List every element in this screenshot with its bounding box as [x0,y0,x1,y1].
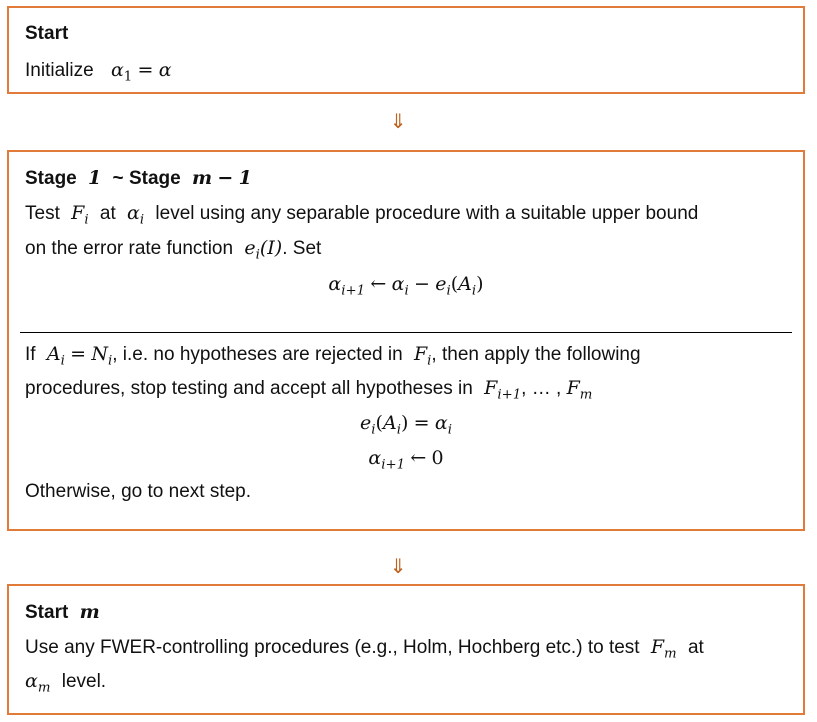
subscript-i: i [471,283,477,299]
symbol-e: e [244,237,256,259]
text-error-rate: on the error rate function [25,238,234,259]
subscript-i: i [396,422,401,438]
symbol-A: A [46,343,61,365]
otherwise-line: Otherwise, go to next step. [25,481,252,502]
subscript-m: m [37,680,51,696]
symbol-e: e [360,412,372,434]
equals-sign: = [413,412,430,434]
symbol-F: F [650,636,665,658]
text-level-procedure: level using any separable procedure with a suitable upper bound [155,203,699,224]
start-word: Start [25,602,69,623]
text-at: at [99,203,116,224]
subscript-i: i [371,422,376,438]
text-fwer-procedures: Use any FWER-controlling procedures (e.g., Holm, Hochberg etc.) to test [25,637,640,658]
left-arrow-symbol: ← [370,273,387,295]
fwer-line [25,635,704,660]
stage-word: Stage [25,168,77,189]
paren-close: ) [400,412,409,434]
subscript-i: i [107,353,113,369]
stage-m: m [191,167,213,189]
section-divider [20,332,792,333]
equals-sign: = [70,343,87,365]
subscript-m: m [579,387,593,403]
initialize-text: Initialize [25,60,94,81]
subscript-i: i [60,353,65,369]
subscript-i-plus-1: i+1 [341,283,366,299]
symbol-A: A [458,273,472,295]
final-stage-box [7,584,805,715]
stage-box [7,150,805,531]
final-stage-title [25,600,100,625]
text-procedures: procedures, stop testing and accept all hypotheses in [25,378,473,399]
subscript-i: i [427,353,432,369]
start-box [7,6,805,94]
if-line [25,342,641,367]
text-ellipsis: , … , [521,378,562,399]
paren-close: ) [476,273,484,295]
symbol-F: F [484,377,498,399]
stage-number: 1 [238,167,252,189]
symbol-N: N [91,343,108,365]
stage-word: Stage [128,168,181,189]
start-title: Start [25,23,69,44]
procedures-line [25,376,592,401]
down-arrow-icon: ⇓ [389,554,407,578]
tilde-sign: ~ [112,168,124,189]
text-if: If [25,344,36,365]
alpha-symbol: α [368,447,382,469]
subscript-i: i [446,283,451,299]
subscript-i-plus-1: i+1 [381,457,406,473]
subscript-m: m [664,646,677,662]
paren-open: ( [375,412,383,434]
initialize-line [25,58,172,83]
symbol-e: e [435,273,447,295]
subscript-one: 1 [123,69,133,85]
text-level: level. [61,671,107,692]
alpha-symbol: α [110,59,124,81]
symbol-I-expr: (I) [259,237,283,259]
alpha-symbol: α [158,59,172,81]
text-at: at [687,637,704,658]
subscript-i: i [84,212,89,228]
alpha-symbol: α [25,670,38,692]
zero-value: 0 [431,447,444,469]
stage-number: 1 [88,167,102,189]
paren-open: ( [450,273,459,295]
level-line [25,669,106,694]
symbol-F: F [71,202,85,224]
subscript-i: i [255,247,260,263]
formula-alpha-zero [9,446,803,471]
alpha-symbol: α [328,273,342,295]
test-line [25,201,698,226]
text-set: . Set [282,238,322,259]
left-arrow-symbol: ← [410,447,427,469]
symbol-A: A [382,412,397,434]
alpha-symbol: α [391,273,405,295]
down-arrow-icon: ⇓ [389,109,407,133]
text-no-rejection: , i.e. no hypotheses are rejected in [112,344,403,365]
alpha-symbol: α [127,202,140,224]
text-then-apply: , then apply the following [431,344,641,365]
subscript-i: i [404,283,409,299]
formula-update-alpha [9,272,803,297]
minus-sign: − [414,273,430,295]
minus-sign: − [217,167,234,189]
subscript-i-plus-1: i+1 [497,387,522,403]
subscript-i: i [139,212,145,228]
subscript-i: i [447,422,452,438]
stage-m: m [79,601,100,623]
symbol-F: F [566,377,580,399]
error-rate-line [25,236,321,261]
symbol-F: F [413,343,428,365]
text-test: Test [25,203,60,224]
equals-sign: = [137,59,154,81]
alpha-symbol: α [434,412,448,434]
stage-title [25,166,252,191]
formula-error-equals-alpha [9,411,803,436]
